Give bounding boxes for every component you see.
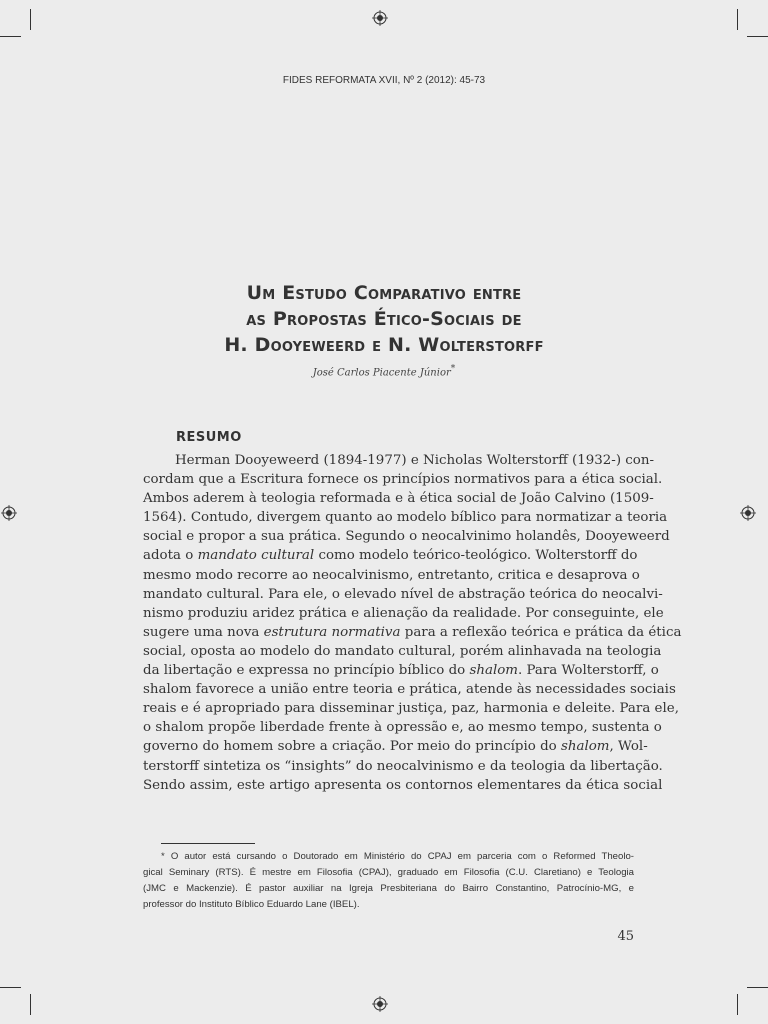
abstract-line: governo do homem sobre a criação. Por meio do princípio do shalom, Wol- [143,739,648,755]
page-number: 45 [617,929,634,944]
crop-mark [30,9,31,30]
abstract-line: reais e é apropriado para disseminar justiça, paz, harmonia e deleite. Para ele, [143,701,679,717]
journal-header: FIDES REFORMATA XVII, Nº 2 (2012): 45-73 [282,75,486,86]
footnote-line: * O autor está cursando o Doutorado em Ministério do CPAJ em parceria com o Reformed Theolo- [161,851,634,862]
abstract-line: mesmo modo recorre ao neocalvinismo, entretanto, critica e desaprova o [143,567,640,583]
crop-mark [0,36,21,37]
abstract-line: mandato cultural. Para ele, o elevado nível de abstração teórica do neocalvi- [143,586,663,602]
abstract-line: social e propor a sua prática. Segundo o neocalvinimo holandês, Dooyeweerd [143,529,670,545]
abstract-line: terstorff sintetiza os “insights” do neocalvinismo e da teologia da libertação. [143,758,663,774]
title-line: Um Estudo Comparativo entre [246,282,522,304]
abstract-line: 1564). Contudo, divergem quanto ao modelo bíblico para normatizar a teoria [143,510,668,526]
abstract-line: social, oposta ao modelo do mandato cultural, porém alinhavada na teologia [143,643,662,659]
abstract-line: adota o mandato cultural como modelo teórico-teológico. Wolterstorff do [143,548,638,564]
abstract-body [143,451,682,795]
title-line: H. Dooyeweerd e N. Wolterstorff [224,334,544,356]
crop-mark [747,987,768,988]
footnote-line: (JMC e Mackenzie). É pastor auxiliar na Igreja Presbiteriana do Bairro Constantino, Patrocínio-MG, e [143,883,634,894]
abstract-line: Ambos aderem à teologia reformada e à ética social de João Calvino (1509- [143,491,654,507]
title-line: as Propostas Ético-Sociais de [246,308,522,330]
crop-mark [0,987,21,988]
article-title [0,280,768,358]
registration-mark-icon [372,10,388,26]
crop-mark [747,36,768,37]
footnote [143,849,634,913]
abstract-line: sugere uma nova estrutura normativa para a reflexão teórica e prática da ética [143,624,682,640]
author-byline [0,364,768,378]
footnote-line: professor do Instituto Bíblico Eduardo Lane (IBEL). [143,899,360,910]
abstract-line: nismo produziu aridez prática e alienação da realidade. Por conseguinte, ele [143,605,664,621]
abstract-line: da libertação e expressa no princípio bíblico do shalom. Para Wolterstorff, o [143,663,659,679]
registration-mark-icon [740,505,756,521]
crop-mark [737,994,738,1015]
abstract-line: Sendo assim, este artigo apresenta os contornos elementares da ética social [143,777,663,793]
abstract-line: o shalom propõe liberdade frente à opressão e, ao mesmo tempo, sustenta o [143,720,662,736]
crop-mark [737,9,738,30]
author-footnote-mark: * [450,364,456,374]
registration-mark-icon [1,505,17,521]
abstract-line: Herman Dooyeweerd (1894-1977) e Nicholas Wolterstorff (1932-) con- [175,453,655,468]
crop-mark [30,994,31,1015]
footnote-line: gical Seminary (RTS). É mestre em Filosofia (CPAJ), graduado em Filosofia (C.U. Claretiano) e Teologia [143,867,634,878]
author-name: José Carlos Piacente Júnior [312,367,451,379]
abstract-line: cordam que a Escritura fornece os princípios normativos para a ética social. [143,472,663,488]
abstract-line: shalom favorece a união entre teoria e prática, atende às necessidades sociais [143,682,676,698]
footnote-rule [161,843,255,844]
registration-mark-icon [372,996,388,1012]
resumo-heading: RESUMO [176,430,242,445]
